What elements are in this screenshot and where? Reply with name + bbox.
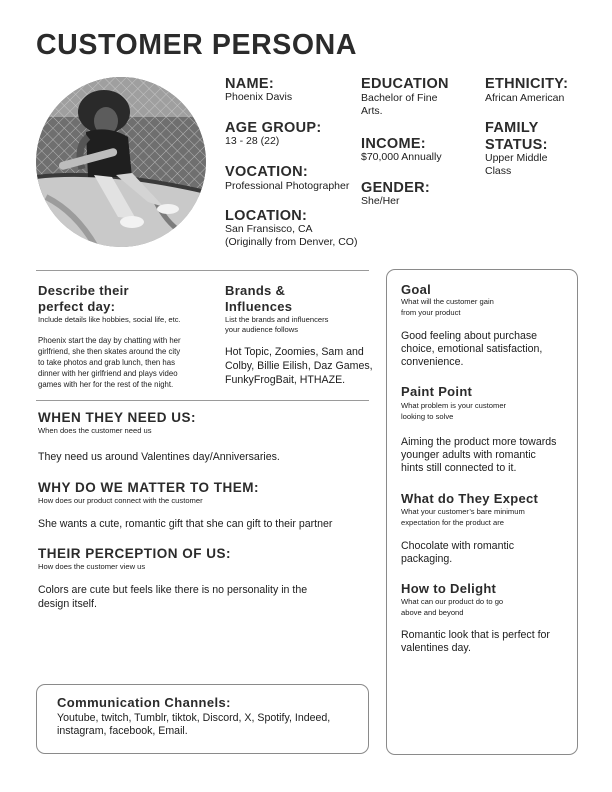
gender-label: GENDER: [361, 180, 430, 196]
perfect-day-title-line-1: Describe their [38, 283, 129, 298]
delight-body-line-2: valentines day. [401, 642, 471, 654]
delight-title: How to Delight [401, 581, 497, 596]
age-group-value: 13 - 28 (22) [225, 135, 280, 147]
why-matter-body: She wants a cute, romantic gift that she can gift to their partner [38, 518, 333, 530]
name-label: NAME: [225, 76, 275, 92]
location-label: LOCATION: [225, 208, 308, 224]
location-line-2: (Originally from Denver, CO) [225, 236, 358, 248]
goal-subtitle-line-2: from your product [401, 308, 461, 317]
pain-point-subtitle-line-1: What problem is your customer [401, 401, 507, 410]
brands-subtitle-line-1: List the brands and influencers [225, 315, 329, 324]
perception-body-line-1: Colors are cute but feels like there is no personality in the [38, 584, 308, 596]
perfect-day-subtitle: Include details like hobbies, social life, etc. [38, 315, 181, 324]
brands-line-2: Colby, Billie Eilish, Daz Games, [225, 360, 373, 372]
name-value: Phoenix Davis [225, 91, 293, 103]
family-status-label-line-1: FAMILY [485, 120, 539, 136]
goal-body-line-2: choice, emotional satisfaction, [401, 343, 543, 355]
when-need-title: WHEN THEY NEED US: [38, 410, 197, 425]
education-label: EDUCATION [361, 76, 449, 92]
expect-title: What do They Expect [401, 491, 539, 506]
pain-point-subtitle-line-2: looking to solve [401, 412, 454, 421]
expect-subtitle-line-2: expectation for the product are [401, 518, 505, 527]
location-line-1: San Fransisco, CA [225, 223, 313, 235]
communication-channels-line-2: instagram, facebook, Email. [57, 725, 188, 737]
persona-photo-image [36, 77, 206, 247]
perfect-day-line-1: Phoenix start the day by chatting with her [38, 336, 181, 345]
brands-line-1: Hot Topic, Zoomies, Sam and [225, 346, 364, 358]
delight-subtitle-line-2: above and beyond [401, 608, 464, 617]
goal-body-line-3: convenience. [401, 356, 464, 368]
income-label: INCOME: [361, 136, 426, 152]
perception-subtitle: How does the customer view us [38, 562, 146, 571]
pain-point-title: Paint Point [401, 384, 473, 399]
expect-subtitle-line-1: What your customer’s bare minimum [401, 507, 525, 516]
gender-value: She/Her [361, 195, 400, 207]
perfect-day-line-4: dinner with her girlfriend and plays video [38, 369, 178, 378]
perception-title: THEIR PERCEPTION OF US: [38, 546, 232, 561]
section-divider-middle [36, 400, 369, 401]
expect-body-line-2: packaging. [401, 553, 453, 565]
pain-point-body-line-2: younger adults with romantic [401, 449, 536, 461]
family-status-label-line-2: STATUS: [485, 137, 548, 153]
why-matter-subtitle: How does our product connect with the customer [38, 496, 203, 505]
age-group-label: AGE GROUP: [225, 120, 322, 136]
perfect-day-line-5: games with her for the rest of the night. [38, 380, 174, 389]
goal-title: Goal [401, 282, 432, 297]
why-matter-title: WHY DO WE MATTER TO THEM: [38, 480, 259, 495]
family-status-line-1: Upper Middle [485, 152, 548, 164]
vocation-value: Professional Photographer [225, 180, 350, 192]
communication-channels-title: Communication Channels: [57, 695, 231, 710]
when-need-body: They need us around Valentines day/Anniversaries. [38, 451, 280, 463]
brands-line-3: FunkyFrogBait, HTHAZE. [225, 374, 346, 386]
goal-body-line-1: Good feeling about purchase [401, 330, 538, 342]
perception-body-line-2: design itself. [38, 598, 97, 610]
brands-title-line-2: Influences [225, 299, 293, 314]
perfect-day-line-3: to take photos and grab lunch, then has [38, 358, 175, 367]
perfect-day-line-2: girlfriend, she then skates around the city [38, 347, 181, 356]
perfect-day-title-line-2: perfect day: [38, 299, 116, 314]
ethnicity-label: ETHNICITY: [485, 76, 569, 92]
pain-point-body-line-3: hints still connected to it. [401, 462, 517, 474]
income-value: $70,000 Annually [361, 151, 442, 163]
ethnicity-value: African American [485, 92, 565, 104]
education-line-2: Arts. [361, 105, 383, 117]
communication-channels-line-1: Youtube, twitch, Tumblr, tiktok, Discord, X, Spotify, Indeed, [57, 712, 331, 724]
section-divider-top [36, 270, 369, 271]
page-title: CUSTOMER PERSONA [36, 29, 358, 61]
brands-subtitle-line-2: your audience follows [225, 325, 299, 334]
delight-body-line-1: Romantic look that is perfect for [401, 629, 550, 641]
brands-title-line-1: Brands & [225, 283, 286, 298]
delight-subtitle-line-1: What can our product do to go [401, 597, 504, 606]
pain-point-body-line-1: Aiming the product more towards [401, 436, 557, 448]
vocation-label: VOCATION: [225, 164, 308, 180]
expect-body-line-1: Chocolate with romantic [401, 540, 515, 552]
family-status-line-2: Class [485, 165, 512, 177]
when-need-subtitle: When does the customer need us [38, 426, 152, 435]
education-line-1: Bachelor of Fine [361, 92, 438, 104]
persona-photo [36, 77, 206, 247]
goal-subtitle-line-1: What will the customer gain [401, 297, 494, 306]
